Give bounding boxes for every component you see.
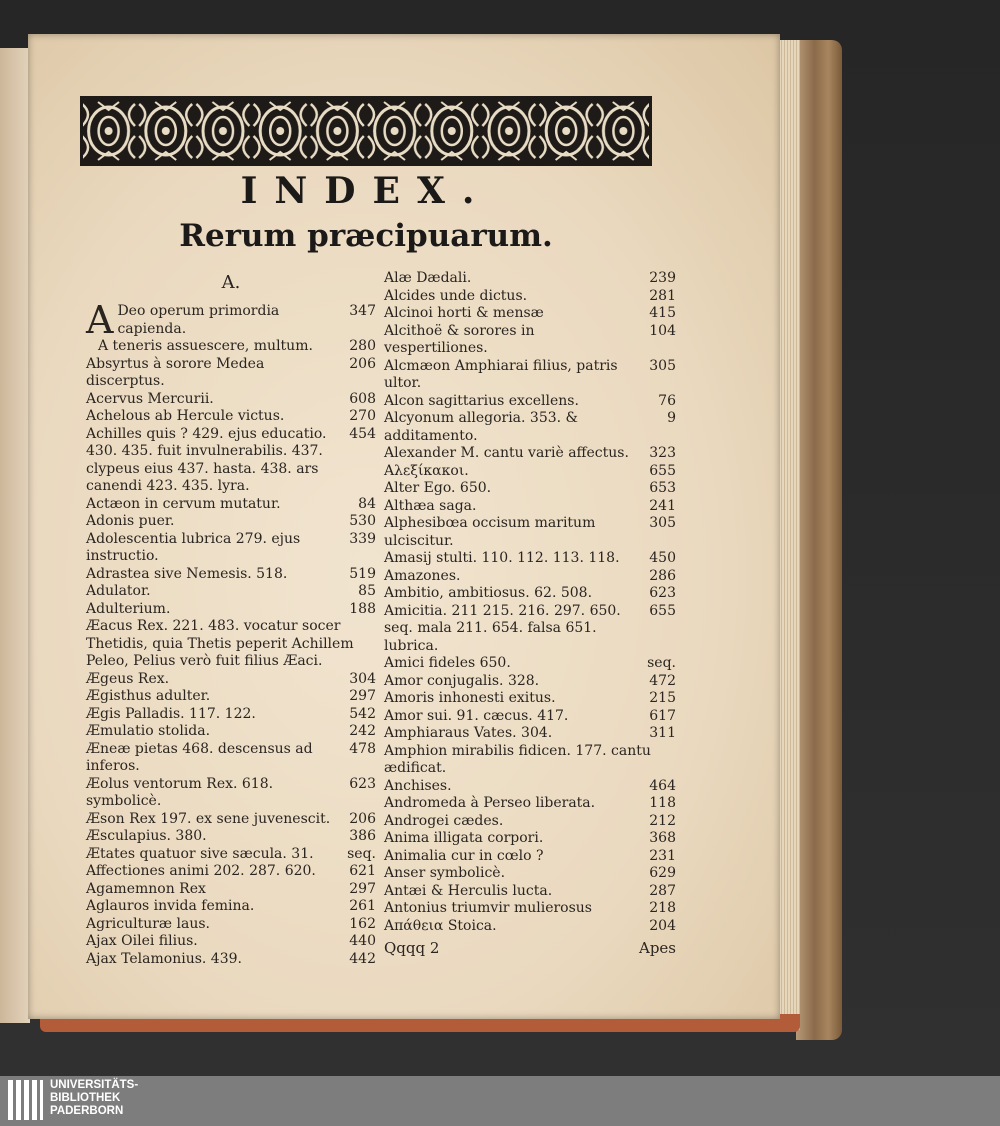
index-entry [384,445,676,463]
entry-page-number: 297 [349,688,376,704]
index-entry [384,883,676,901]
entry-text: Ægis Palladis. 117. 122. [86,705,256,722]
entry-page-number: 212 [649,812,676,829]
entry-page-number: 297 [349,880,376,897]
entry-page-number: 629 [649,865,676,881]
index-entry [384,813,676,831]
index-entry [86,846,376,864]
index-entry [86,671,376,689]
entry-text: Æsculapius. 380. [86,828,207,844]
index-entry [384,358,676,393]
page-subtitle: Rerum præcipuarum. [179,218,553,254]
entry-page-number: 530 [349,513,376,529]
index-entry [86,601,376,619]
entry-page-number: 206 [349,810,376,827]
entry-page-number: 76 [658,392,676,409]
index-entry [86,776,376,811]
entry-text: Alcyonum allegoria. 353. & additamento. [384,410,579,444]
entry-page-number: 239 [649,270,676,286]
entry-text: Amphiaraus Vates. 304. [384,725,553,741]
entry-text: Anser symbolicè. [384,865,506,881]
entry-text: Amoris inhonesti exitus. [384,690,556,706]
entry-page-number: 623 [649,585,676,601]
index-entry [86,618,376,671]
entry-text: Adonis puer. [86,513,175,529]
signature-mark: Qqqq 2 [384,939,440,957]
index-entry [384,550,676,568]
entry-text: Amici fideles 650. [384,655,511,671]
entry-text: Æson Rex 197. ex sene juvenescit. [86,810,331,827]
index-entry [384,498,676,516]
entry-text: Amor sui. 91. cæcus. 417. [384,707,569,724]
entry-page-number: 519 [349,565,376,582]
entry-text: Alexander M. cantu variè affectus. [384,445,629,461]
index-entry [384,900,676,918]
entry-page-number: 104 [649,322,676,339]
entry-page-number: 368 [649,830,676,846]
entry-text: Æmulatio stolida. [86,723,211,739]
index-entry [86,513,376,531]
entry-text: Anchises. [384,777,452,794]
index-entry [117,303,376,338]
page-title: INDEX. [240,170,492,212]
entry-text: Androgei cædes. [384,812,504,829]
entry-text: Achilles quis ? 429. ejus educatio. 430. 435. fuit invulnerabilis. 437. clypeus eius 437. hasta. 438. ars canendi 423. 435. lyra. [86,425,327,494]
index-entry [86,583,376,601]
entry-text: Ambitio, ambitiosus. 62. 508. [384,585,593,601]
entry-text: Antæi & Herculis lucta. [384,882,553,899]
index-entry [384,725,676,743]
index-entry [384,480,676,498]
entry-page-number: 9 [667,410,676,426]
entry-text: Althæa saga. [384,497,477,514]
entry-text: Agamemnon Rex [86,880,206,897]
index-entry [86,408,376,426]
entry-text: Alcithoë & sorores in vespertiliones. [384,322,535,356]
entry-text: Απάθεια Stoica. [384,917,497,934]
index-entry [384,865,676,883]
section-letter: A. [221,272,241,293]
index-entry [86,338,376,356]
entry-page-number: seq. [347,845,376,862]
index-entry [384,288,676,306]
index-entry [384,585,676,603]
left-page-edge [0,48,30,1023]
entry-page-number: 386 [349,828,376,844]
entry-page-number: 286 [649,567,676,584]
entry-text: Alæ Dædali. [384,270,472,286]
entry-page-number: 305 [649,357,676,374]
index-entry [86,426,376,496]
index-entry [384,673,676,691]
entry-text: Absyrtus à sorore Medea discerptus. [86,355,265,389]
index-entry [384,323,676,358]
entry-text: Alcmæon Amphiarai filius, patris ultor. [384,357,618,391]
entry-text: Actæon in cervum mutatur. [86,495,281,512]
entry-page-number: 464 [649,777,676,794]
entry-page-number: 415 [649,305,676,321]
index-entry [384,463,676,481]
entry-page-number: 118 [649,795,676,811]
entry-text: Agriculturæ laus. [86,915,210,932]
index-entry [384,743,676,778]
entry-page-number: 270 [349,408,376,424]
entry-text: Ætates quatuor sive sæcula. 31. [86,845,314,862]
entry-page-number: 215 [649,690,676,706]
index-entry [384,515,676,550]
entry-page-number: 608 [349,390,376,407]
index-entry [86,811,376,829]
entry-text: Amasij stulti. 110. 112. 113. 118. [384,550,620,566]
entry-text: Amor conjugalis. 328. [384,672,540,689]
entry-text: Deo operum primordia capienda. [117,303,280,337]
entry-text: Ajax Telamonius. 439. [86,950,242,967]
entry-page-number: 304 [349,670,376,687]
index-column-right [384,270,676,957]
entry-page-number: 231 [649,847,676,864]
entry-text: Acervus Mercurii. [86,390,214,407]
entry-page-number: 450 [649,550,676,566]
index-entry [86,881,376,899]
entry-page-number: 655 [649,602,676,619]
index-entry [384,270,676,288]
entry-page-number: 85 [358,583,376,599]
catchword: Apes [638,939,676,957]
entry-text: Amphion mirabilis fidicen. 177. cantu ædificat. [384,742,651,776]
index-entry [86,531,376,566]
index-column-left [86,270,376,968]
index-entry [384,830,676,848]
library-name-line3: PADERBORN [50,1105,124,1117]
index-entry [384,568,676,586]
index-entry [384,410,676,445]
entry-text: Andromeda à Perseo liberata. [384,795,596,811]
entry-page-number: 84 [358,495,376,512]
entry-text: Adolescentia lubrica 279. ejus instructio. [86,530,301,564]
index-entry [384,393,676,411]
index-entry [86,566,376,584]
entry-page-number: 162 [349,915,376,932]
entry-page-number: 472 [649,672,676,689]
drop-cap: A [86,298,114,342]
index-entry [86,688,376,706]
page-foot [384,939,676,957]
entry-page-number: 311 [649,725,676,741]
entry-text: Ægeus Rex. [86,670,170,687]
index-entry [86,933,376,951]
entry-page-number: seq. [647,655,676,671]
entry-text: Amicitia. 211 215. 216. 297. 650. seq. mala 211. 654. falsa 651. lubrica. [384,602,621,654]
index-entry [86,863,376,881]
entry-page-number: 542 [349,705,376,722]
index-entry [86,898,376,916]
index-entry [384,848,676,866]
index-entry [86,828,376,846]
entry-page-number: 204 [649,917,676,934]
entry-text: A teneris assuescere, multum. [98,338,313,354]
entry-page-number: 621 [349,863,376,879]
library-name [50,1079,138,1118]
entry-text: Ægisthus adulter. [86,688,211,704]
entry-text: Æolus ventorum Rex. 618. symbolicè. [86,775,274,809]
entry-page-number: 339 [349,530,376,547]
entry-text: Achelous ab Hercule victus. [86,408,285,424]
index-entry [86,706,376,724]
entry-text: Antonius triumvir mulierosus [384,900,592,916]
entry-text: Αλεξίκακοι. [384,462,469,479]
entry-page-number: 242 [349,723,376,739]
library-name-line1: UNIVERSITÄTS- [50,1079,139,1091]
index-entry [384,305,676,323]
entry-page-number: 454 [349,425,376,442]
index-entry [384,778,676,796]
entry-text: Amazones. [384,567,461,584]
entry-text: Adrastea sive Nemesis. 518. [86,565,288,582]
entry-page-number: 440 [349,933,376,949]
entry-page-number: 241 [649,497,676,514]
index-entry [86,356,376,391]
entry-page-number: 623 [349,775,376,792]
index-entry [86,741,376,776]
entry-text: Adulterium. [86,600,171,617]
index-entry [384,795,676,813]
entry-page-number: 617 [649,707,676,724]
library-logo-icon [8,1080,44,1120]
index-entry [86,391,376,409]
entry-text: Alphesibœa occisum maritum ulciscitur. [384,515,596,549]
index-entry [384,918,676,936]
entry-page-number: 347 [349,303,376,319]
entry-page-number: 206 [349,355,376,372]
left-entries [86,298,376,968]
entry-text: Alcon sagittarius excellens. [384,392,579,409]
book-cover-edge [796,40,842,1040]
index-entry [86,723,376,741]
entry-page-number: 287 [649,882,676,899]
entry-text: Ajax Oilei filius. [86,933,198,949]
entry-page-number: 281 [649,287,676,304]
entry-text: Alcinoi horti & mensæ [384,305,544,321]
index-entry [384,708,676,726]
index-entry [384,603,676,656]
entry-page-number: 323 [649,445,676,461]
entry-text: Animalia cur in cœlo ? [384,847,544,864]
entry-text: Anima illigata corpori. [384,830,544,846]
entry-page-number: 653 [649,480,676,496]
entry-text: Affectiones animi 202. 287. 620. [86,863,316,879]
entry-page-number: 305 [649,515,676,531]
entry-page-number: 655 [649,462,676,479]
entry-text: Adulator. [86,583,151,599]
index-entry [86,916,376,934]
index-entry [384,690,676,708]
right-entries [384,270,676,935]
entry-page-number: 188 [349,600,376,617]
index-entry [384,655,676,673]
entry-text: Aglauros invida femina. [86,898,255,914]
index-entry [86,951,376,969]
library-name-line2: BIBLIOTHEK [50,1092,121,1104]
entry-page-number: 280 [349,338,376,354]
entry-page-number: 478 [349,740,376,757]
entry-text: Æneæ pietas 468. descensus ad inferos. [86,740,313,774]
entry-text: Æacus Rex. 221. 483. vocatur socer Thetidis, quia Thetis peperit Achillem Peleo, Pelius verò fuit filius Æaci. [86,618,354,669]
entry-page-number: 218 [649,900,676,916]
entry-page-number: 261 [349,898,376,914]
library-footer [0,1076,1000,1126]
entry-text: Alter Ego. 650. [384,480,492,496]
index-entry [86,496,376,514]
ornamental-headpiece [80,96,652,166]
entry-page-number: 442 [349,950,376,967]
entry-text: Alcides unde dictus. [384,287,528,304]
